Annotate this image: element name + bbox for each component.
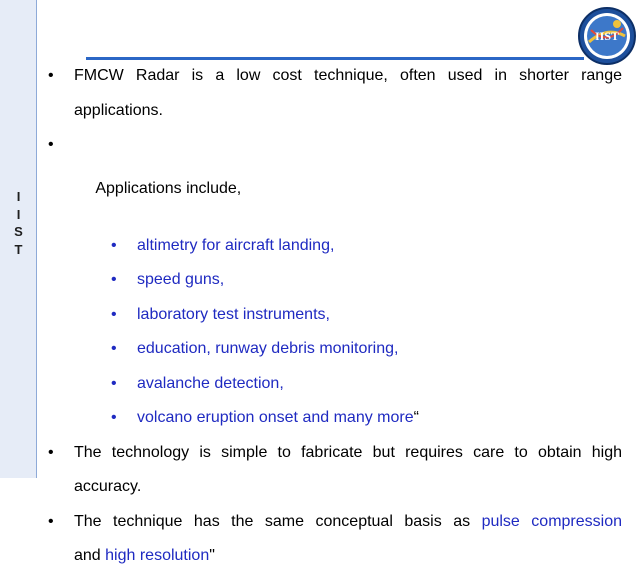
bullet-dot: • — [111, 338, 117, 360]
bullet-dot: • — [111, 269, 117, 291]
bullet-applications — [48, 134, 622, 222]
bullet-text-line: applications. — [74, 100, 622, 122]
text-segment: and — [74, 547, 105, 564]
sidebar-letter: I — [0, 206, 37, 224]
bullet-dot: • — [111, 373, 117, 395]
sub-bullet — [48, 269, 622, 291]
bullet-dot: • — [48, 65, 54, 87]
bullet-text-line — [74, 545, 622, 567]
sub-bullet — [48, 338, 622, 360]
title-underline-rule — [86, 57, 584, 60]
high-resolution-link[interactable]: high resolution — [105, 547, 209, 564]
bullet-text-line: The technology is simple to fabricate but requires care to obtain high — [74, 442, 622, 464]
bullet-text-line: accuracy. — [74, 476, 622, 498]
left-sidebar-band — [0, 0, 37, 478]
bullet-text-line: FMCW Radar is a low cost technique, often used in shorter range — [74, 65, 622, 87]
sub-bullet-text: volcano eruption onset and many more — [137, 409, 414, 426]
bullet-fmcw — [48, 65, 622, 122]
sub-bullet — [48, 235, 622, 257]
bullet-text-line — [74, 511, 622, 533]
bullet-dot: • — [48, 442, 54, 464]
sub-bullet-text: speed guns, — [137, 271, 224, 288]
logo-text: IIST — [595, 29, 619, 43]
bullet-dot: • — [48, 134, 54, 156]
bullet-technology — [48, 442, 622, 499]
bullet-dot: • — [111, 407, 117, 429]
bullet-text: Applications include, — [92, 180, 241, 197]
pulse-compression-link[interactable]: pulse compression — [482, 513, 622, 530]
sidebar-letter: I — [0, 188, 37, 206]
text-segment: The technique has the same conceptual basis as — [74, 513, 482, 530]
sidebar-letter: T — [0, 241, 37, 259]
sub-bullet-text: education, runway debris monitoring, — [137, 340, 398, 357]
trailing-quote: “ — [414, 409, 419, 426]
bullet-technique — [48, 511, 622, 567]
sub-bullet — [48, 373, 622, 395]
sub-bullet-text: avalanche detection, — [137, 375, 284, 392]
sub-bullet-text: laboratory test instruments, — [137, 306, 330, 323]
sub-bullet-text: altimetry for aircraft landing, — [137, 237, 334, 254]
iist-emblem-icon — [577, 6, 637, 66]
sidebar-letter: S — [0, 223, 37, 241]
bullet-dot: • — [111, 304, 117, 326]
sidebar-vertical-text — [0, 188, 37, 258]
bullet-dot: • — [48, 511, 54, 533]
bullet-dot: • — [111, 235, 117, 257]
text-segment: " — [209, 547, 215, 564]
sub-bullet — [48, 304, 622, 326]
sub-bullet — [48, 407, 622, 429]
slide-content — [48, 65, 622, 567]
